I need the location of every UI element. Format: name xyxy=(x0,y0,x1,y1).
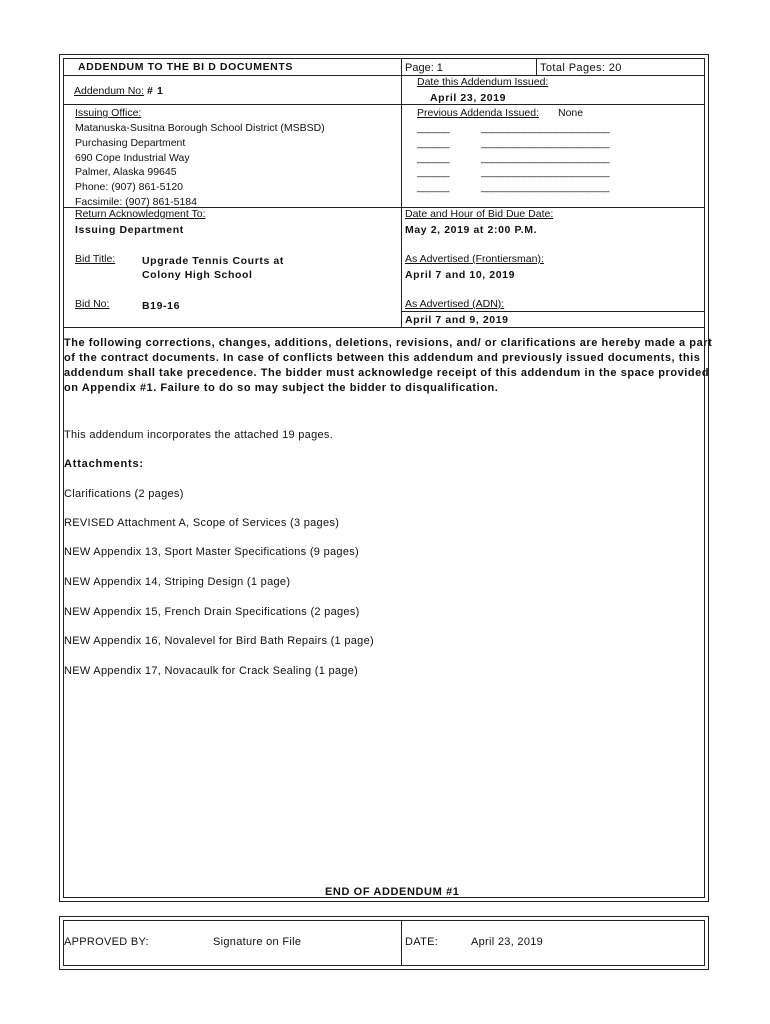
divider xyxy=(401,920,402,966)
divider xyxy=(401,58,402,328)
frontiersman-label: As Advertised (Frontiersman): xyxy=(405,253,544,265)
blank-line: ________________________ xyxy=(481,166,610,178)
divider xyxy=(63,327,705,328)
bid-title-label: Bid Title: xyxy=(75,253,116,265)
attachment-item: REVISED Attachment A, Scope of Services (3 pages) xyxy=(64,517,340,529)
attachment-item: NEW Appendix 14, Striping Design (1 page) xyxy=(64,576,291,588)
incorporates-text: This addendum incorporates the attached 19 pages. xyxy=(64,429,334,441)
divider xyxy=(63,104,401,105)
attachment-item: Clarifications (2 pages) xyxy=(64,488,184,500)
office-line: Matanuska-Susitna Borough School District (MSBSD) xyxy=(75,122,325,134)
blank-line: ______ xyxy=(417,137,450,149)
attachment-item: NEW Appendix 15, French Drain Specifications (2 pages) xyxy=(64,606,360,618)
office-line: Purchasing Department xyxy=(75,137,186,149)
due-date-value: May 2, 2019 at 2:00 P.M. xyxy=(405,224,538,236)
blank-line: ______ xyxy=(417,122,450,134)
office-line: 690 Cope Industrial Way xyxy=(75,152,190,164)
blank-line: ________________________ xyxy=(481,152,610,164)
total-pages: Total Pages: 20 xyxy=(540,62,622,74)
date-issued-label: Date this Addendum Issued: xyxy=(417,76,549,88)
attachment-item: NEW Appendix 16, Novalevel for Bird Bath Repairs (1 page) xyxy=(64,635,374,647)
due-date-label: Date and Hour of Bid Due Date: xyxy=(405,208,554,220)
adn-value: April 7 and 9, 2019 xyxy=(405,314,509,326)
previous-addenda-label: Previous Addenda Issued: xyxy=(417,107,540,119)
page-number: Page: 1 xyxy=(405,62,443,74)
end-of-addendum: END OF ADDENDUM #1 xyxy=(325,886,460,898)
blank-line: ______ xyxy=(417,166,450,178)
approval-inner-box xyxy=(63,920,705,966)
notice-paragraph: The following corrections, changes, additions, deletions, revisions, and/ or clarifications are hereby made a part of the contract documents. In case of conflicts between this addendum and previously issued documents, this addendum shall take precedence. The bidder must acknowledge receipt of this addendum in the space provided on Appendix #1. Failure to do so may subject the bidder to disqualification. xyxy=(64,337,713,394)
bid-no-value: B19-16 xyxy=(142,300,181,312)
addendum-no-value: # 1 xyxy=(147,85,164,97)
office-line: Palmer, Alaska 99645 xyxy=(75,166,177,178)
adn-label: As Advertised (ADN): xyxy=(405,298,505,310)
attachments-heading: Attachments: xyxy=(64,458,144,470)
approval-date-value: April 23, 2019 xyxy=(471,936,544,948)
issuing-office-label: Issuing Office: xyxy=(75,107,142,119)
document-title: ADDENDUM TO THE BI D DOCUMENTS xyxy=(78,61,293,73)
divider xyxy=(536,58,537,75)
office-line: Phone: (907) 861-5120 xyxy=(75,181,183,193)
office-line: Facsimile: (907) 861-5184 xyxy=(75,196,197,208)
return-ack-value: Issuing Department xyxy=(75,224,184,236)
blank-line: ________________________ xyxy=(481,181,610,193)
frontiersman-value: April 7 and 10, 2019 xyxy=(405,269,516,281)
bid-no-label: Bid No: xyxy=(75,298,110,310)
bid-title-line2: Colony High School xyxy=(142,269,253,281)
blank-line: ________________________ xyxy=(481,137,610,149)
signature-value: Signature on File xyxy=(213,936,302,948)
blank-line: ______ xyxy=(417,181,450,193)
approval-date-label: DATE: xyxy=(405,936,439,948)
addendum-no-label: Addendum No: xyxy=(74,85,145,97)
attachment-item: NEW Appendix 13, Sport Master Specifications (9 pages) xyxy=(64,546,360,558)
return-ack-label: Return Acknowledgment To: xyxy=(75,208,206,220)
date-issued-value: April 23, 2019 xyxy=(430,92,507,104)
attachment-item: NEW Appendix 17, Novacaulk for Crack Sealing (1 page) xyxy=(64,665,359,677)
bid-title-line1: Upgrade Tennis Courts at xyxy=(142,255,284,267)
previous-addenda-value: None xyxy=(558,107,584,119)
divider xyxy=(63,75,705,76)
blank-line: ______ xyxy=(417,152,450,164)
divider xyxy=(401,311,705,312)
approved-by-label: APPROVED BY: xyxy=(64,936,149,948)
blank-line: ________________________ xyxy=(481,122,610,134)
